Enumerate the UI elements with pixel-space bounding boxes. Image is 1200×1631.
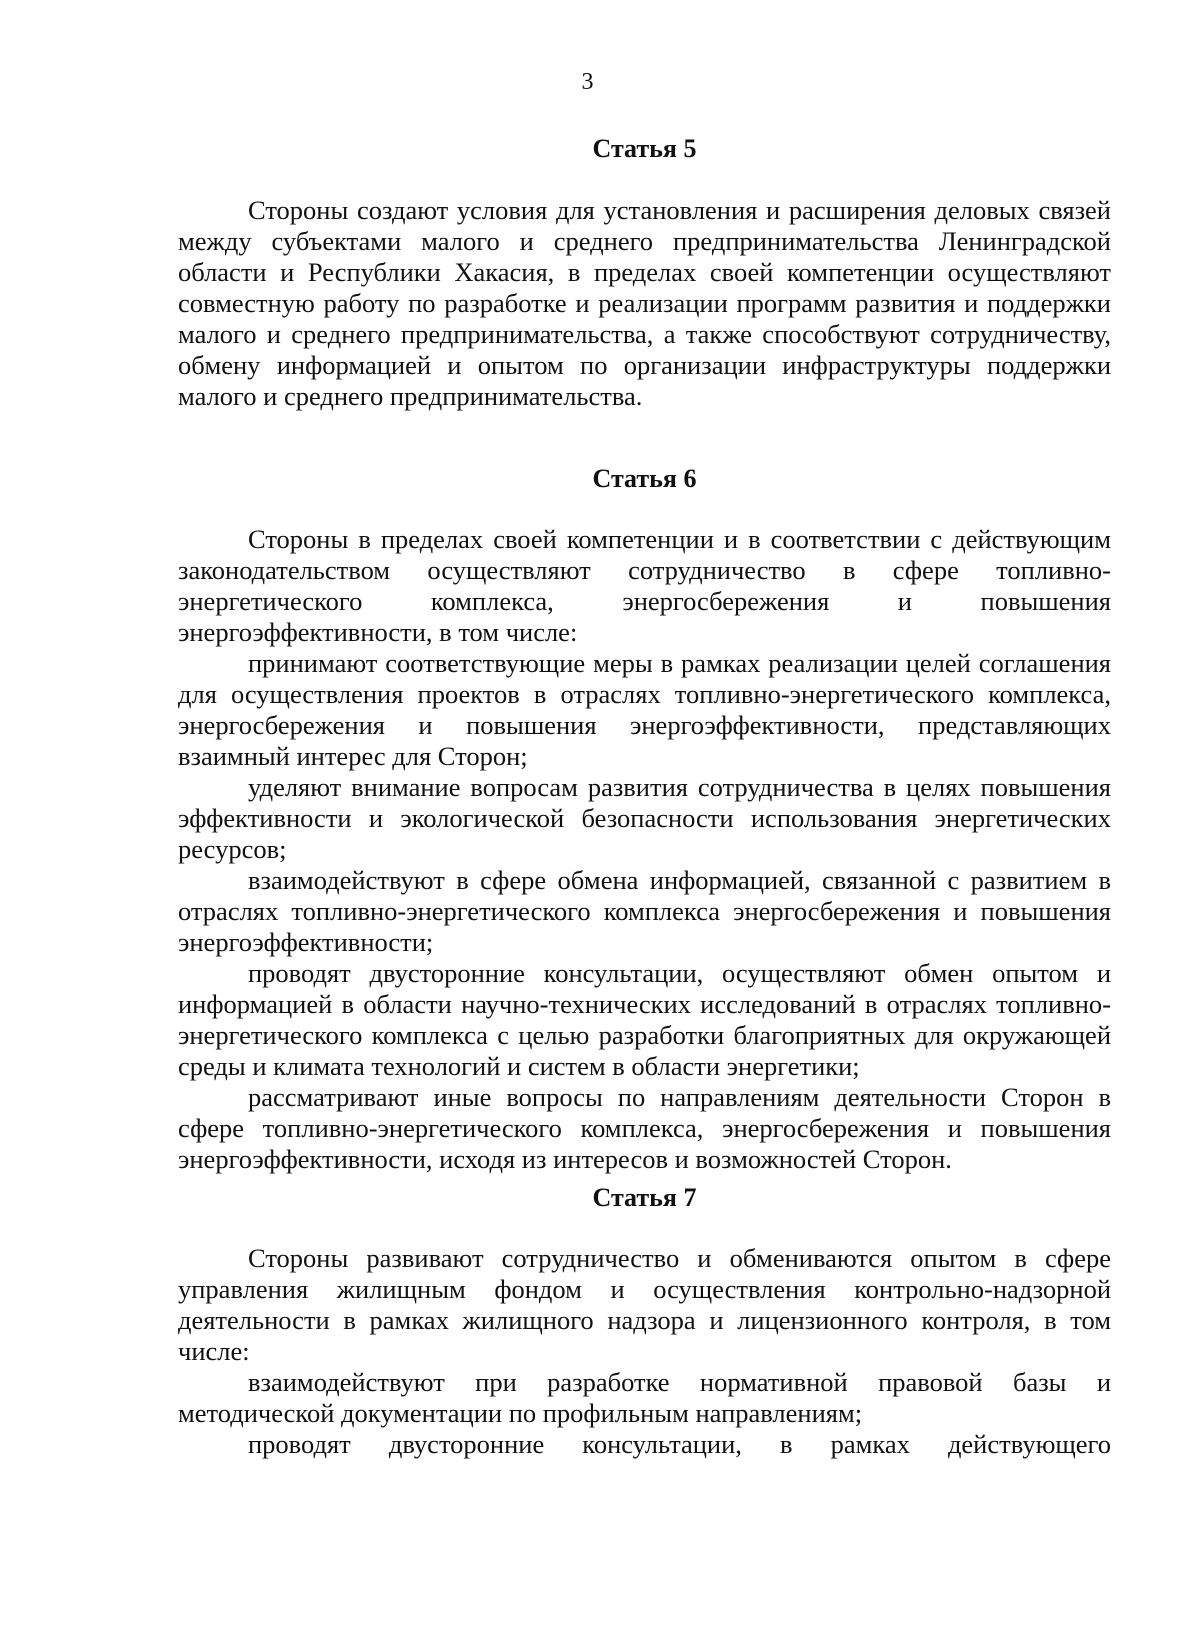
article-6-heading: Статья 6	[592, 464, 697, 493]
article-6	[178, 464, 1111, 494]
article-6-body	[178, 524, 1111, 1175]
article-7-paragraph: взаимодействуют при разработке нормативной правовой базы и методической документации по профильным направлениям;	[178, 1367, 1111, 1428]
article-7-paragraph: Стороны развивают сотрудничество и обмениваются опытом в сфере управления жилищным фондом и осуществления контрольно-надзорной деятельности в рамках жилищного надзора и лицензионного контроля, в том числе:	[178, 1243, 1111, 1366]
article-7-paragraph: проводят двусторонние консультации, в рамках действующего	[248, 1429, 1111, 1459]
article-6-paragraph: принимают соответствующие меры в рамках реализации целей соглашения для осуществления проектов в отраслях топливно-энергетического комплекса, энергосбережения и повышения энергоэффективности, представляющих взаимный интерес для Сторон;	[178, 648, 1111, 771]
article-6-paragraph: взаимодействуют в сфере обмена информацией, связанной с развитием в отраслях топливно-энергетического комплекса энергосбережения и повышения энергоэффективности;	[178, 865, 1111, 957]
article-5-body	[178, 195, 1111, 412]
article-5-heading: Статья 5	[592, 134, 697, 163]
article-6-paragraph: уделяют внимание вопросам развития сотрудничества в целях повышения эффективности и экологической безопасности использования энергетических ресурсов;	[178, 772, 1111, 864]
article-6-paragraph: Стороны в пределах своей компетенции и в соответствии с действующим законодательством осуществляют сотрудничество в сфере топливно-энергетического комплекса, энергосбережения и повышения энергоэффективности, в том числе:	[178, 524, 1111, 647]
article-7	[178, 1183, 1111, 1213]
article-7-heading: Статья 7	[592, 1183, 697, 1212]
article-6-paragraph: проводят двусторонние консультации, осуществляют обмен опытом и информацией в области научно-технических исследований в отраслях топливно-энергетического комплекса с целью разработки благоприятных для окружающей среды и климата технологий и систем в области энергетики;	[178, 958, 1111, 1081]
article-6-paragraph: рассматривают иные вопросы по направлениям деятельности Сторон в сфере топливно-энергетического комплекса, энергосбережения и повышения энергоэффективности, исходя из интересов и возможностей Сторон.	[178, 1082, 1111, 1174]
article-5	[178, 134, 1111, 164]
article-7-body	[178, 1243, 1111, 1460]
article-5-paragraph: Стороны создают условия для установления и расширения деловых связей между субъектами малого и среднего предпринимательства Ленинградской области и Республики Хакасия, в пределах своей компетенции осуществляют совместную работу по разработке и реализации программ развития и поддержки малого и среднего предпринимательства, а также способствуют сотрудничеству, обмену информацией и опытом по организации инфраструктуры поддержки малого и среднего предпринимательства.	[178, 195, 1111, 411]
page-number: 3	[581, 69, 594, 95]
